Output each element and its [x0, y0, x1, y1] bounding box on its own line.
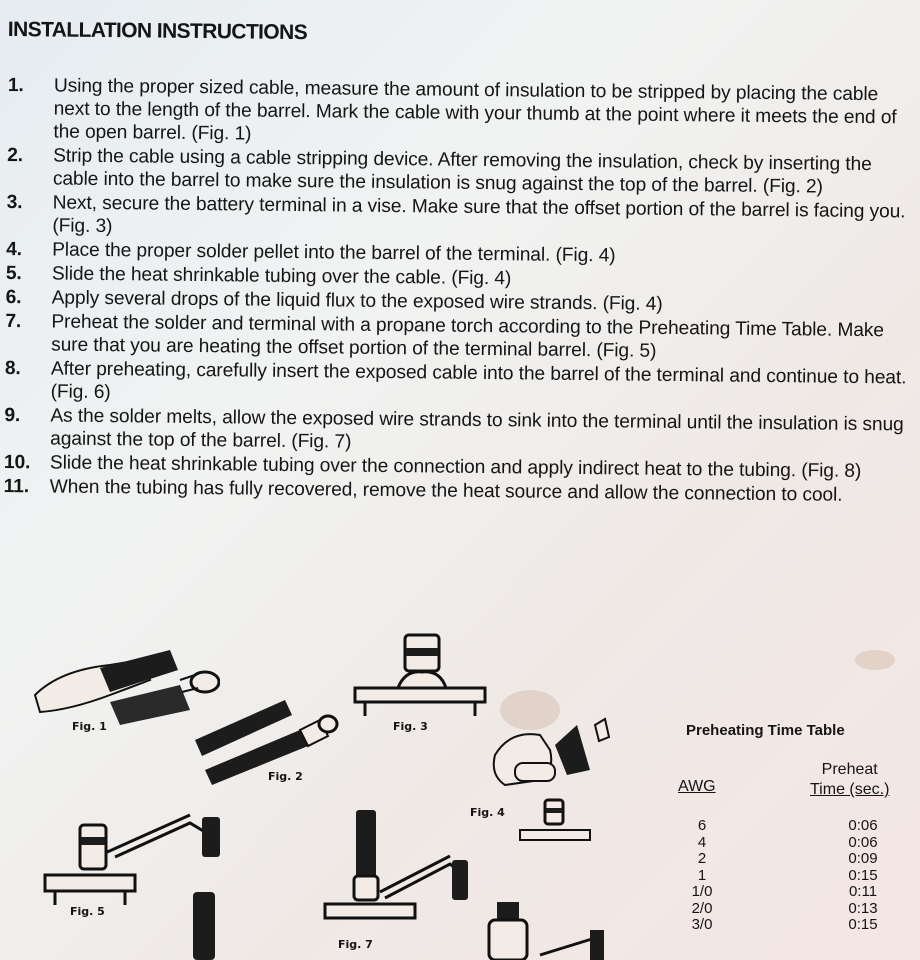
step-number: 3. [6, 191, 23, 214]
table-cell: 0:06 [848, 817, 878, 834]
fig2-label: Fig. 2 [268, 770, 303, 783]
time-column [838, 818, 888, 934]
step-number: 8. [4, 357, 21, 380]
steps-list [4, 74, 913, 508]
fig7-illustration [320, 808, 480, 928]
page-title: INSTALLATION INSTRUCTIONS [7, 18, 308, 45]
list-item [6, 191, 911, 246]
table-cell: 6 [697, 817, 707, 834]
step-number: 2. [7, 144, 24, 167]
table-cell: 0:06 [848, 833, 878, 851]
list-item [5, 310, 910, 365]
step-text: Using the proper sized cable, measure the amount of insulation to be stripped by placing the cable next to the length of the barrel. Mark the cable with your thumb at the point where it meets the end of the open barrel. (Fig. 1) [53, 75, 897, 145]
fig5-label: Fig. 5 [70, 905, 105, 918]
step-number: 4. [6, 238, 23, 261]
fig1-label: Fig. 1 [72, 720, 107, 733]
step-text: As the solder melts, allow the exposed wire strands to sink into the terminal until the insulation is snug against the top of the barrel. (Fig. 7) [50, 405, 904, 453]
step-text: After preheating, carefully insert the exposed cable into the barrel of the terminal and continue to heat. (Fig. 6) [50, 358, 907, 404]
table-title: Preheating Time Table [686, 722, 845, 739]
table-cell: 3/0 [691, 916, 713, 933]
step-text: Strip the cable using a cable stripping device. After removing the insulation, check by inserting the cable into the barrel to make sure the insulation is snug against the top of the barrel. (Fig. 2) [52, 145, 872, 198]
fig8-illustration [485, 900, 615, 960]
fig3-label: Fig. 3 [393, 720, 428, 733]
fig6-cable-illustration [185, 890, 225, 960]
column-header-time-line1: Preheat [821, 761, 878, 778]
table-cell: 1 [697, 866, 707, 884]
step-text: Preheat the solder and terminal with a propane torch according to the Preheating Time Table. Make sure that you are heating the offset portion of the terminal barrel. (Fig. 5) [51, 311, 885, 362]
preheating-table [670, 718, 920, 960]
table-cell: 4 [697, 833, 707, 851]
step-number: 9. [4, 404, 21, 427]
step-number: 1. [7, 74, 24, 97]
step-text: Place the proper solder pellet into the barrel of the terminal. (Fig. 4) [52, 239, 616, 267]
step-text: Slide the heat shrinkable tubing over the cable. (Fig. 4) [51, 263, 512, 290]
table-cell: 1/0 [691, 883, 713, 900]
fig4-label: Fig. 4 [470, 806, 505, 819]
stain-mark [855, 650, 895, 670]
step-text: Apply several drops of the liquid flux to the exposed wire strands. (Fig. 4) [51, 287, 663, 315]
fig4-vise-illustration [515, 798, 595, 853]
table-cell: 0:13 [848, 899, 878, 917]
table-cell: 0:11 [848, 883, 878, 900]
fig7-label: Fig. 7 [338, 938, 373, 951]
step-number: 6. [5, 286, 22, 309]
table-cell: 2/0 [691, 899, 713, 917]
step-number: 10. [3, 451, 31, 474]
fig2-illustration [190, 690, 340, 785]
list-item [7, 74, 913, 152]
step-text: When the tubing has fully recovered, remove the heat source and allow the connection to cool. [49, 476, 843, 506]
table-cell: 2 [697, 850, 707, 867]
table-cell: 0:15 [848, 866, 878, 884]
list-item [4, 404, 909, 459]
list-item [5, 357, 910, 412]
step-number: 11. [3, 475, 30, 498]
table-cell: 0:15 [848, 916, 878, 933]
table-cell: 0:09 [848, 850, 878, 867]
step-text: Next, secure the battery terminal in a vise. Make sure that the offset portion of the barrel is facing you. (Fig. 3) [52, 192, 906, 238]
step-text: Slide the heat shrinkable tubing over the connection and apply indirect heat to the tubing. (Fig. 8) [49, 452, 862, 482]
column-header-awg: AWG [678, 778, 716, 795]
step-number: 7. [5, 310, 22, 333]
column-header-time [810, 760, 889, 800]
fig3-illustration [350, 630, 490, 720]
column-header-time-line2: Time (sec.) [810, 781, 890, 798]
awg-column [682, 818, 722, 934]
list-item [7, 144, 912, 199]
fig4-illustration [485, 715, 615, 800]
step-number: 5. [5, 262, 22, 285]
